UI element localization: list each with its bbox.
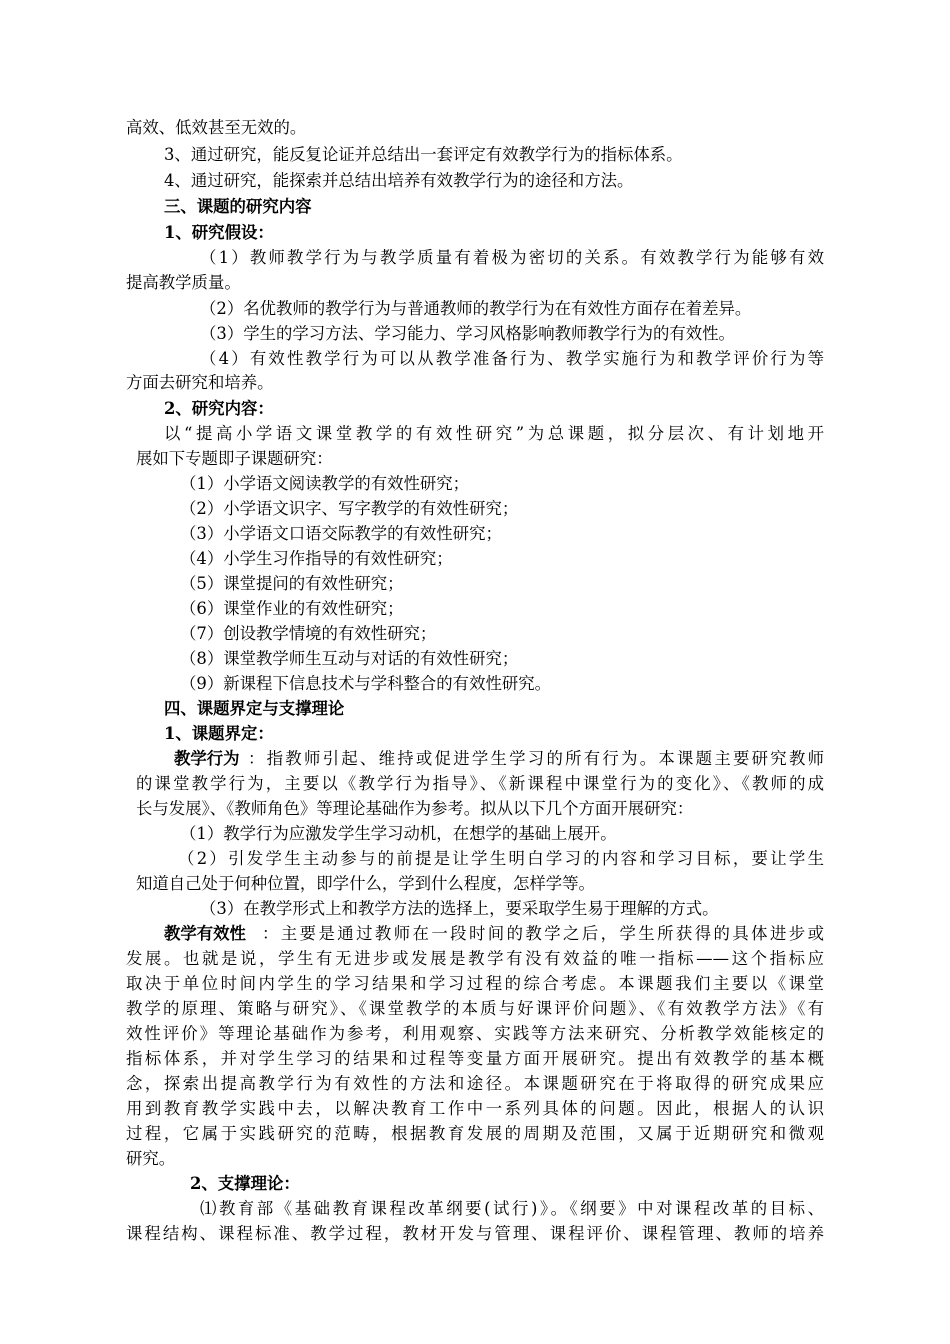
theory-item: ⑴教育部《基础教育课程改革纲要(试行)》。《纲要》中对课程改革的目标、: [200, 1199, 824, 1218]
section-heading: 三、课题的研究内容: [164, 197, 312, 216]
research-item: （3）在教学形式上和教学方法的选择上，要采取学生易于理解的方式。: [200, 899, 719, 918]
text-line: [0, 796, 950, 822]
hypothesis-item: （4）有效性教学行为可以从教学准备行为、教学实施行为和教学评价行为等: [200, 349, 824, 368]
text-line: [0, 746, 950, 772]
paragraph-text: 方面去研究和培养。: [126, 373, 274, 392]
topic-item: （7）创设教学情境的有效性研究；: [180, 624, 437, 643]
text-line: [0, 846, 950, 872]
text-line: [0, 996, 950, 1022]
text-line: [0, 596, 950, 622]
text-line: [0, 871, 950, 897]
section-heading: 四、课题界定与支撑理论: [164, 699, 345, 718]
paragraph-text: 知道自己处于何种位置，即学什么，学到什么程度，怎样学等。: [136, 874, 595, 893]
text-line: [0, 646, 950, 672]
paragraph-text: 长与发展》、《教师角色》等理论基础作为参考。拟从以下几个方面开展研究：: [136, 799, 694, 818]
text-line: [0, 1071, 950, 1097]
text-line: [0, 496, 950, 522]
paragraph-text: 过程，它属于实践研究的范畴，根据教育发展的周期及范围，又属于近期研究和微观: [126, 1124, 824, 1143]
paragraph-text: 取决于单位时间内学生的学习结果和学习过程的综合考虑。本课题我们主要以《课堂: [126, 974, 824, 993]
text-line: [0, 621, 950, 647]
text-line: [0, 370, 950, 396]
research-item: （1）教学行为应激发学生学习动机，在想学的基础上展开。: [180, 824, 617, 843]
paragraph-text: 展如下专题即子课题研究：: [136, 449, 333, 468]
text-line: [0, 194, 950, 220]
text-line: [0, 1096, 950, 1122]
text-line: [0, 671, 950, 697]
paragraph-text: 以“提高小学语文课堂教学的有效性研究”为总课题，拟分层次、有计划地开: [164, 424, 824, 443]
text-line: [0, 896, 950, 922]
topic-item: （6）课堂作业的有效性研究；: [180, 599, 404, 618]
paragraph-text: 用到教育教学实践中去，以解决教育工作中一系列具体的问题。因此，根据人的认识: [126, 1099, 824, 1118]
paragraph-text: 高效、低效甚至无效的。: [126, 118, 307, 137]
text-line: [0, 946, 950, 972]
paragraph-text: 指标体系，并对学生学习的结果和过程等变量方面开展研究。提出有效教学的基本概: [126, 1049, 824, 1068]
text-line: [0, 1046, 950, 1072]
topic-item: （2）小学语文识字、写字教学的有效性研究；: [180, 499, 519, 518]
objective-item: 3、通过研究，能反复论证并总结出一套评定有效教学行为的指标体系。: [164, 145, 683, 164]
term-label: 教学有效性: [164, 924, 246, 943]
text-line: [0, 1171, 950, 1197]
objective-item: 4、通过研究，能探索并总结出培养有效教学行为的途径和方法。: [164, 171, 634, 190]
text-line: [0, 245, 950, 271]
paragraph-text: 的课堂教学行为，主要以《教学行为指导》、《新课程中课堂行为的变化》、《教师的成: [136, 774, 824, 793]
subsection-heading: 1、课题界定：: [164, 724, 274, 743]
text-line: [0, 321, 950, 347]
text-line: [0, 571, 950, 597]
text-line: [0, 1121, 950, 1147]
text-line: [0, 1196, 950, 1222]
topic-item: （9）新课程下信息技术与学科整合的有效性研究。: [180, 674, 552, 693]
text-line: [0, 971, 950, 997]
paragraph-text: 课程结构、课程标准、教学过程，教材开发与管理、课程评价、课程管理、教师的培养: [126, 1224, 824, 1243]
text-line: [0, 1146, 950, 1172]
subsection-heading: 1、研究假设：: [164, 223, 274, 242]
topic-item: （8）课堂教学师生互动与对话的有效性研究；: [180, 649, 519, 668]
research-item: （2）引发学生主动参与的前提是让学生明白学习的内容和学习目标，要让学生: [178, 849, 824, 868]
text-line: [0, 446, 950, 472]
topic-item: （4）小学生习作指导的有效性研究；: [180, 549, 453, 568]
text-line: [0, 821, 950, 847]
text-line: [0, 296, 950, 322]
hypothesis-item: （3）学生的学习方法、学习能力、学习风格影响教师教学行为的有效性。: [200, 324, 735, 343]
subsection-heading: 2、支撑理论：: [190, 1174, 300, 1193]
hypothesis-item: （1）教师教学行为与教学质量有着极为密切的关系。有效教学行为能够有效: [200, 248, 824, 267]
paragraph-text: 研究。: [126, 1149, 176, 1168]
topic-item: （3）小学语文口语交际教学的有效性研究；: [180, 524, 502, 543]
text-line: [0, 1021, 950, 1047]
text-line: [0, 346, 950, 372]
text-line: [0, 1221, 950, 1247]
text-line: [0, 421, 950, 447]
paragraph-text: 教学的原理、策略与研究》、《课堂教学的本质与好课评价问题》、《有效教学方法》《有: [126, 999, 824, 1018]
text-line: [0, 921, 950, 947]
paragraph-text: 念，探索出提高教学行为有效性的方法和途径。本课题研究在于将取得的研究成果应: [126, 1074, 824, 1093]
topic-item: （5）课堂提问的有效性研究；: [180, 574, 404, 593]
term-definition: ：指教师引起、维持或促进学生学习的所有行为。本课题主要研究教师: [248, 749, 824, 768]
topic-item: （1）小学语文阅读教学的有效性研究；: [180, 474, 470, 493]
text-line: [0, 142, 950, 168]
text-line: [0, 168, 950, 194]
text-line: [0, 721, 950, 747]
text-line: [0, 471, 950, 497]
text-line: [0, 270, 950, 296]
text-line: [0, 115, 950, 141]
text-line: [0, 521, 950, 547]
text-line: [0, 396, 950, 422]
subsection-heading: 2、研究内容：: [164, 399, 274, 418]
hypothesis-item: （2）名优教师的教学行为与普通教师的教学行为在有效性方面存在着差异。: [200, 299, 752, 318]
paragraph-text: 发展。也就是说，学生有无进步或发展是教学有没有效益的唯一指标——这个指标应: [126, 949, 824, 968]
term-label: 教学行为: [174, 749, 240, 768]
text-line: [0, 220, 950, 246]
text-line: [0, 771, 950, 797]
text-line: [0, 696, 950, 722]
term-definition: ：主要是通过教师在一段时间的教学之后，学生所获得的具体进步或: [262, 924, 824, 943]
paragraph-text: 效性评价》等理论基础作为参考，利用观察、实践等方法来研究、分析教学效能核定的: [126, 1024, 824, 1043]
paragraph-text: 提高教学质量。: [126, 273, 241, 292]
text-line: [0, 546, 950, 572]
